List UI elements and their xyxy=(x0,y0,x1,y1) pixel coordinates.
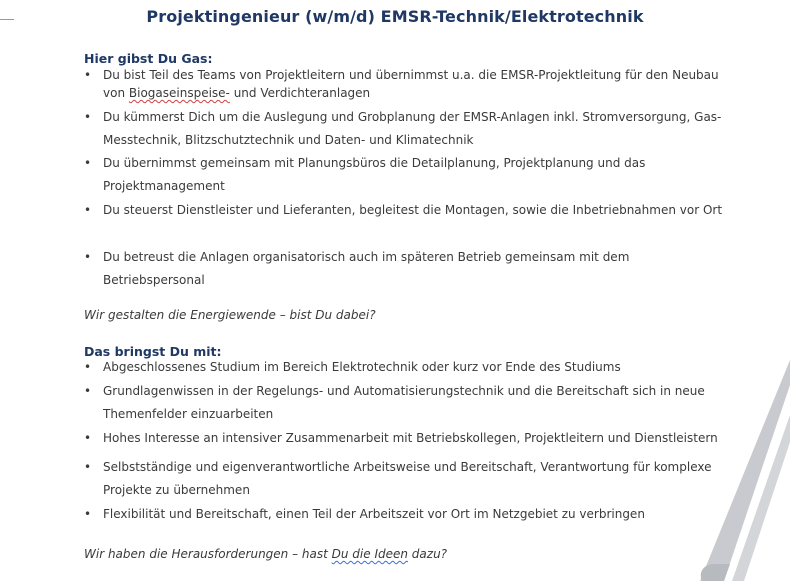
bullet: • xyxy=(84,156,92,170)
grammar-check-phrase[interactable]: Du die Ideen xyxy=(331,547,408,561)
bullet: • xyxy=(84,203,92,217)
tagline-ideas xyxy=(84,547,447,561)
list-item xyxy=(84,106,724,152)
list-item xyxy=(84,246,724,292)
item-text: Du betreust die Anlagen organisatorisch auch im späteren Betrieb gemeinsam mit dem Betriebspersonal xyxy=(103,250,630,287)
item-text: Du bist Teil des Teams von Projektleitern und übernimmst u.a. die EMSR-Projektleitung für den Neubau von xyxy=(103,68,719,100)
tagline-energiewende: Wir gestalten die Energiewende – bist Du dabei? xyxy=(84,308,376,322)
item-text: Du steuerst Dienstleister und Lieferanten, begleitest die Montagen, sowie die Inbetriebnahmen vor Ort xyxy=(103,203,723,217)
section-heading-requirements: Das bringst Du mit: xyxy=(84,344,222,359)
item-text: Hohes Interesse an intensiver Zusammenarbeit mit Betriebskollegen, Projektleitern und Dienstleistern xyxy=(103,431,718,445)
list-item xyxy=(84,380,724,426)
bullet: • xyxy=(84,250,92,264)
section-heading-tasks: Hier gibst Du Gas: xyxy=(84,51,213,66)
list-item xyxy=(84,356,724,379)
list-item xyxy=(84,427,744,450)
list-item xyxy=(84,503,724,526)
spellcheck-word[interactable]: Biogaseinspeise- xyxy=(128,86,230,100)
list-item xyxy=(84,152,724,198)
item-text: Du übernimmst gemeinsam mit Planungsbüros die Detailplanung, Projektplanung und das Projektmanagement xyxy=(103,156,646,193)
item-text: Abgeschlossenes Studium im Bereich Elektrotechnik oder kurz vor Ende des Studiums xyxy=(103,360,621,374)
item-text: Grundlagenwissen in der Regelungs- und Automatisierungstechnik und die Bereitschaft sich in neue Themenfelder einzuarbeiten xyxy=(103,384,705,421)
tagline-text: dazu? xyxy=(407,547,448,561)
page-title: Projektingenieur (w/m/d) EMSR-Technik/Elektrotechnik xyxy=(146,7,644,26)
bullet: • xyxy=(84,68,92,82)
bullet: • xyxy=(84,507,92,521)
tagline-text: Wir haben die Herausforderungen – hast xyxy=(84,547,332,561)
bullet: • xyxy=(84,384,92,398)
bullet: • xyxy=(84,360,92,374)
item-text: Flexibilität und Bereitschaft, einen Teil der Arbeitszeit vor Ort im Netzgebiet zu verbringen xyxy=(103,507,645,521)
list-item xyxy=(84,199,724,222)
bullet: • xyxy=(84,460,92,474)
list-item xyxy=(84,456,724,502)
bullet: • xyxy=(84,431,92,445)
item-text: und Verdichteranlagen xyxy=(229,86,371,100)
item-text: Selbstständige und eigenverantwortliche Arbeitsweise und Bereitschaft, Verantwortung für komplexe Projekte zu übernehmen xyxy=(103,460,712,497)
item-text: Du kümmerst Dich um die Auslegung und Grobplanung der EMSR-Anlagen inkl. Stromversorgung, Gas-Messtechnik, Blitzschutztechnik und Daten- und Klimatechnik xyxy=(103,110,722,147)
bullet: • xyxy=(84,110,92,124)
list-item xyxy=(84,66,724,102)
